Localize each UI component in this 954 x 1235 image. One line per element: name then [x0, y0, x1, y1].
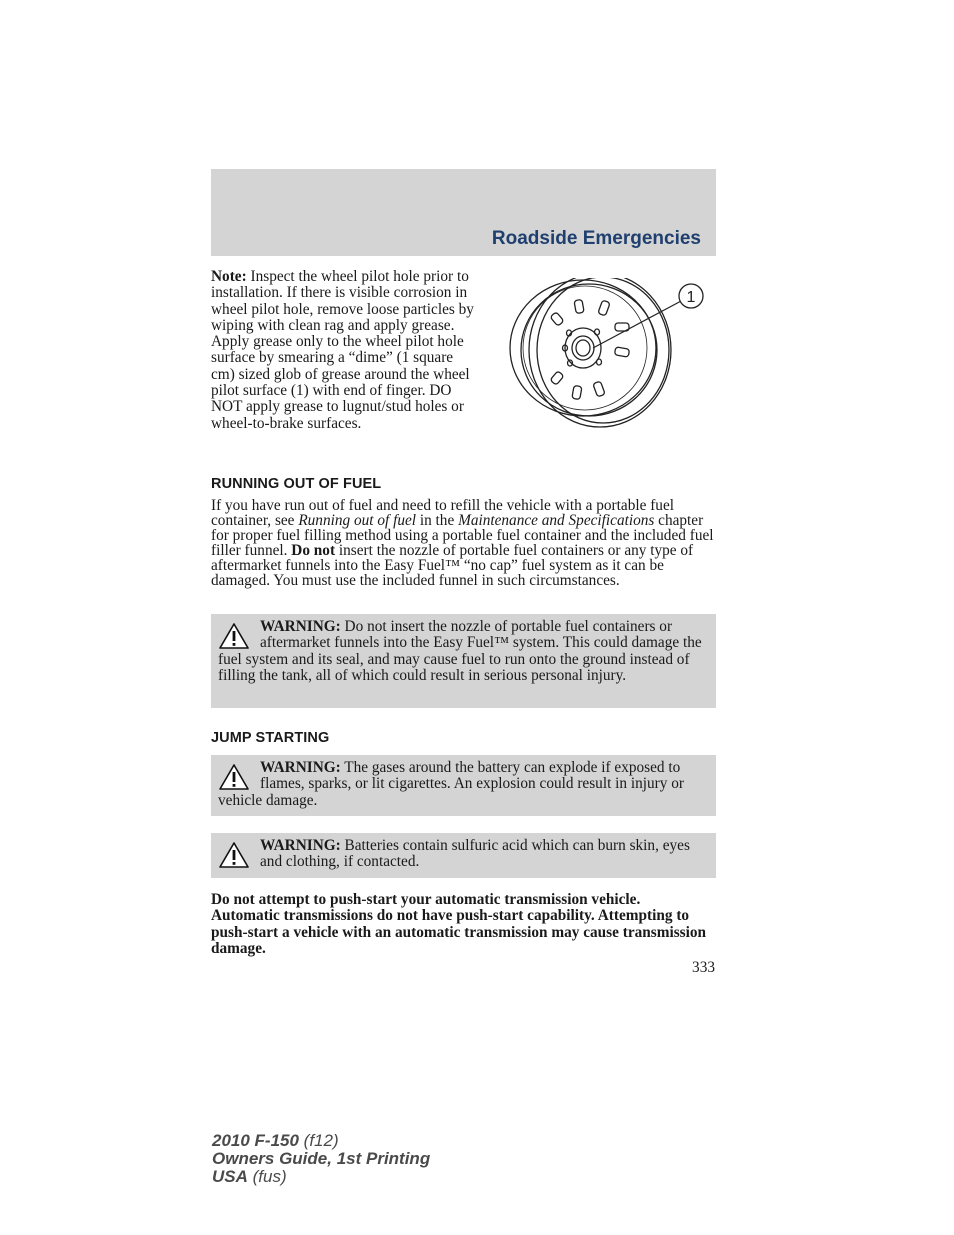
warning-box-sulfuric-acid: WARNING: Batteries contain sulfuric acid which can burn skin, eyes and clothing, if contacted. — [211, 833, 716, 878]
note-text: Inspect the wheel pilot hole prior to installation. If there is visible corrosion in wheel pilot hole, remove loose particles by wiping with clean rag and apply grease. Apply grease only to the wheel pilot hole surface by smearing a “dime” (1 square cm) sized glob of grease around the wheel pilot surface (1) with end of finger. DO NOT apply grease to lugnut/stud holes or wheel-to-brake surfaces. — [211, 268, 474, 432]
warning-triangle-icon — [218, 622, 250, 650]
warning-triangle-icon — [218, 763, 250, 791]
heading-jump-starting: JUMP STARTING — [211, 730, 330, 746]
callout-number: 1 — [686, 289, 696, 306]
footer-edition-info: 2010 F-150 (f12) Owners Guide, 1st Printing USA (fus) — [212, 1131, 431, 1186]
push-start-caution: Do not attempt to push-start your automatic transmission vehicle. Automatic transmissions do not have push-start capability. Attempting to push-start a vehicle with an automatic transmission may cause transmission damage. — [211, 891, 707, 957]
fuel-paragraph: If you have run out of fuel and need to refill the vehicle with a portable fuel container, see Running out of fuel in the Maintenance and Specifications chapter for proper fuel filling method using a portable fuel container and the included fuel filler funnel. Do not insert the nozzle of portable fuel containers or any type of aftermarket funnels into the Easy Fuel™ “no cap” fuel system as it can be damaged. You must use the included funnel in such circumstances. — [211, 497, 714, 589]
note-label: Note: — [211, 268, 247, 285]
note-paragraph — [211, 269, 476, 432]
heading-running-out-of-fuel: RUNNING OUT OF FUEL — [211, 476, 382, 492]
section-header-band — [211, 169, 716, 256]
wheel-illustration — [505, 278, 715, 433]
section-title: Roadside Emergencies — [491, 228, 701, 249]
warning-box-fuel: WARNING: Do not insert the nozzle of portable fuel containers or aftermarket funnels into the Easy Fuel™ system. This could damage the fuel system and its seal, and may cause fuel to run onto the ground instead of filling the tank, all of which could result in serious personal injury. — [211, 614, 716, 708]
warning-triangle-icon — [218, 841, 250, 869]
callout-leader-line — [593, 300, 683, 348]
page-number: 333 — [692, 959, 715, 976]
warning-box-battery-gases: WARNING: The gases around the battery can explode if exposed to flames, sparks, or lit cigarettes. An explosion could result in injury or vehicle damage. — [211, 755, 716, 816]
